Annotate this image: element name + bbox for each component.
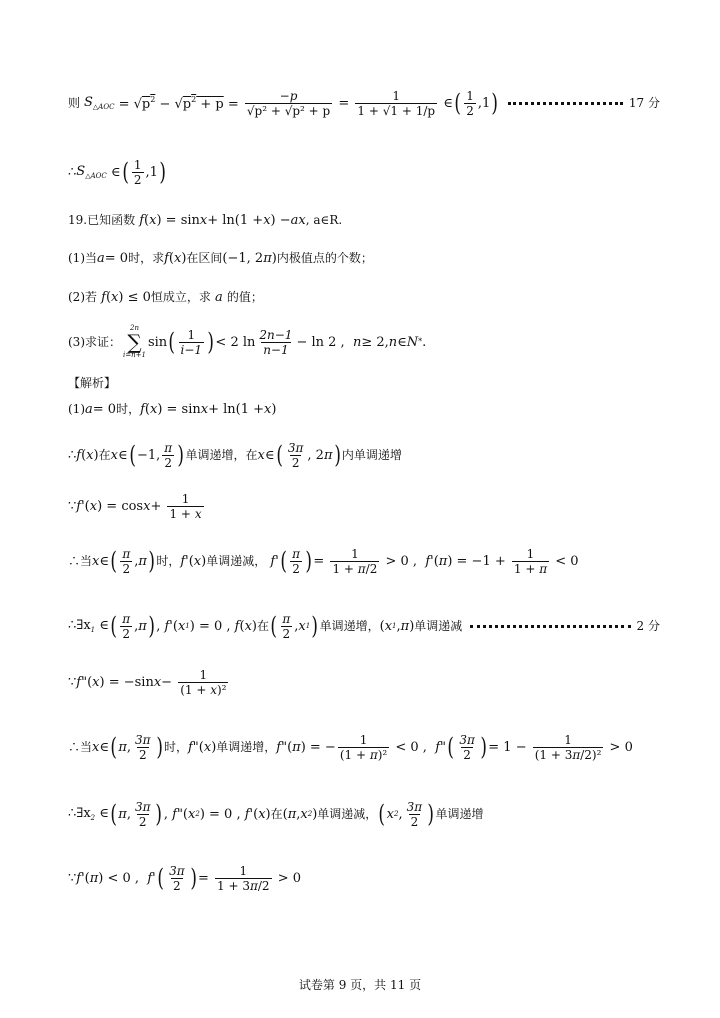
solution-7: ∴当 x ∈ ( π , $\frac{3\pi}{2}$ ) 时， f "( x ) 单调递增， f "( π ) = − $\frac{1}{\text{(1 + π)²}}$ < 0 , f " ( $\frac{3\pi}{2}$ ) = 1 − $\frac{1}{\text{(1 + 3π/2)²}}$ > 0 <box>68 732 633 762</box>
problem-19-title: 19.已知函数 f ( x ) = sin x + ln(1 + x ) − ax , a∈R. <box>68 212 343 228</box>
page-footer: 试卷第 9 页，共 11 页 <box>298 978 422 992</box>
question-1: (1)当 a = 0 时，求 f ( x ) 在区间 (−1, 2 π ) 内极值点的个数； <box>68 250 373 266</box>
ze-label: 则 <box>68 96 81 110</box>
solution-6: ∵ f "( x ) = −sin x − $\frac{1}{\text{(1 + x)²}}$ <box>68 667 227 697</box>
solution-1: (1) a = 0 时， f ( x ) = sin x + ln(1 + x ) <box>68 401 277 417</box>
solution-4: ∴当 x ∈ ( $\frac{\pi}{2}$ , π ) 时， f '( x ) 单调递减， f ' ( $\frac{\pi}{2}$ ) = $\frac{1}{1 + \pi/2}$ > 0 , f '( π ) = −1 + $\frac{1}{1 + \pi}$ < 0 <box>68 546 579 576</box>
solution-2: ∴ f ( x ) 在 x ∈ ( −1, $\frac{\pi}{2}$ ) 单调递增，在 x ∈ ( $\frac{3\pi}{2}$ , 2 π ) 内单调递增 <box>68 440 402 470</box>
solution-8: $\therefore\exists x_2$ ∈ ( π , $\frac{3\pi}{2}$ ) , f "( x 2 ) = 0 , f '( x ) 在 ( π , x 2 ) 单调递减， ( x 2 , $\frac{3\pi}{2}$ ) 单调递增 <box>68 799 484 829</box>
dot-leader <box>508 102 623 105</box>
question-3: (3)求证： 2n ∑ i=n+1 sin ( $\frac{1}{i-1}$ ) < 2 ln $\frac{2n-1}{n-1}$ − ln 2 , n ≥ 2, n ∈ N * . <box>68 324 427 359</box>
score-2: 2 分 <box>636 619 660 633</box>
dot-leader-2 <box>470 625 630 628</box>
formula-saoc-line: 则 $S_{\triangle AOC}$ = $√p^2 - √p^2 + p$ = $\frac{-p}{\text{√p² + √p² + p}}$ = $\frac{1}{1 + √1 + 1/p}$ ∈ ( $\frac{1}{2}$ ,1 ) 17 分 <box>68 88 660 118</box>
solution-3: ∵ f '( x ) = cos x + $\frac{1}{1 + x}$ <box>68 491 202 521</box>
question-2: (2)若 f ( x ) ≤ 0 恒成立，求 a 的值； <box>68 289 263 305</box>
conclusion-line: ∴ $S_{\triangle AOC}$ ∈ ( $\frac{1}{2}$ ,1 ) <box>68 157 166 187</box>
solution-5: $\therefore\exists x_1$ ∈ ( $\frac{\pi}{2}$ , π ) , f '( x 1 ) = 0 , f ( x ) 在 ( $\frac{\pi}{2}$ , x 1 ) 单调递增， ( x 1 , π ) 单调递减 2 分 <box>68 611 660 641</box>
solution-9: ∵ f '( π ) < 0 , f ' ( $\frac{3\pi}{2}$ ) = $\frac{1}{1 + 3\pi/2}$ > 0 <box>68 863 301 893</box>
analysis-header: 【解析】 <box>68 376 117 390</box>
score-17: 17 分 <box>628 96 660 110</box>
